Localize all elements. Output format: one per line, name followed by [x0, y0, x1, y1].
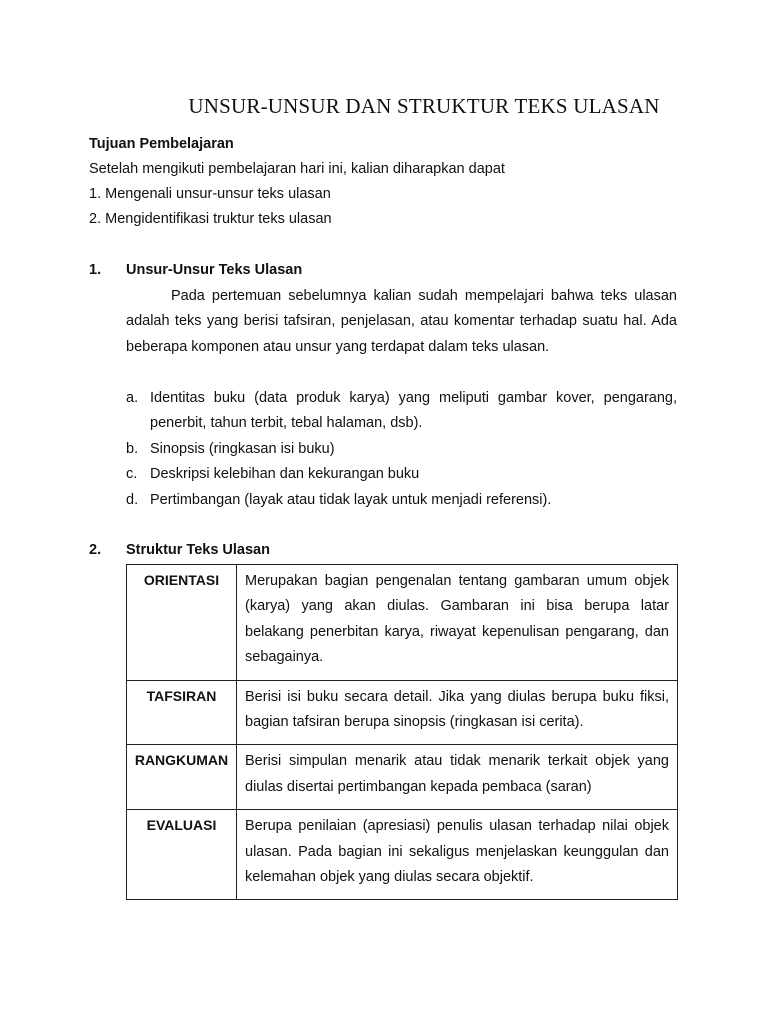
list-item [126, 437, 677, 462]
list-item [126, 488, 677, 513]
list-item-text: Deskripsi kelebihan dan kekurangan buku [150, 466, 420, 483]
objective-item-1: 1. Mengenali unsur-unsur teks ulasan [89, 186, 331, 202]
table-cell-key: TAFSIRAN [127, 680, 237, 745]
section1-heading: Unsur-Unsur Teks Ulasan [126, 262, 303, 278]
list-item-key: b. [126, 440, 139, 457]
section1-paragraph [126, 284, 677, 360]
section1-list [126, 386, 677, 513]
objectives-heading: Tujuan Pembelajaran [89, 136, 234, 152]
section2-number: 2. [89, 542, 102, 558]
list-item-text: Identitas buku (data produk karya) yang meliputi gambar kover, pengarang, penerbit, tahun terbit, tebal halaman, dsb). [150, 390, 677, 432]
table-row [127, 810, 678, 900]
table-cell-text: Berupa penilaian (apresiasi) penulis ulasan terhadap nilai objek ulasan. Pada bagian ini sekaligus menjelaskan keunggulan dan kelemahan objek yang diulas secara objektif. [237, 810, 678, 900]
objective-item-2: 2. Mengidentifikasi truktur teks ulasan [89, 211, 332, 227]
list-item-key: d. [126, 491, 139, 508]
table-cell-key: ORIENTASI [127, 565, 237, 681]
structure-table [126, 564, 678, 900]
table-row [127, 745, 678, 810]
list-item [126, 462, 677, 487]
section1-number: 1. [89, 262, 102, 278]
objectives-intro: Setelah mengikuti pembelajaran hari ini, kalian diharapkan dapat [89, 161, 505, 177]
document-title: UNSUR-UNSUR DAN STRUKTUR TEKS ULASAN [188, 94, 660, 118]
list-item-text: Sinopsis (ringkasan isi buku) [150, 440, 335, 457]
table-row [127, 680, 678, 745]
table-cell-key: RANGKUMAN [127, 745, 237, 810]
table-cell-text: Berisi simpulan menarik atau tidak menarik terkait objek yang diulas disertai pertimbangan kepada pembaca (saran) [237, 745, 678, 810]
table-cell-text: Berisi isi buku secara detail. Jika yang diulas berupa buku fiksi, bagian tafsiran berupa sinopsis (ringkasan isi cerita). [237, 680, 678, 745]
list-item-text: Pertimbangan (layak atau tidak layak untuk menjadi referensi). [150, 491, 552, 508]
table-row [127, 565, 678, 681]
section2-heading: Struktur Teks Ulasan [126, 542, 270, 558]
table-cell-key: EVALUASI [127, 810, 237, 900]
section1-paragraph-text: Pada pertemuan sebelumnya kalian sudah mempelajari bahwa teks ulasan adalah teks yang berisi tafsiran, penjelasan, atau komentar terhadap suatu hal. Ada beberapa komponen atau unsur yang terdapat dalam teks ulasan. [126, 288, 677, 355]
list-item [126, 386, 677, 437]
table-cell-text: Merupakan bagian pengenalan tentang gambaran umum objek (karya) yang akan diulas. Gambaran ini bisa berupa latar belakang penerbitan karya, riwayat kepenulisan pengarang, dan sebagainya. [237, 565, 678, 681]
list-item-key: c. [126, 466, 138, 483]
list-item-key: a. [126, 390, 139, 406]
